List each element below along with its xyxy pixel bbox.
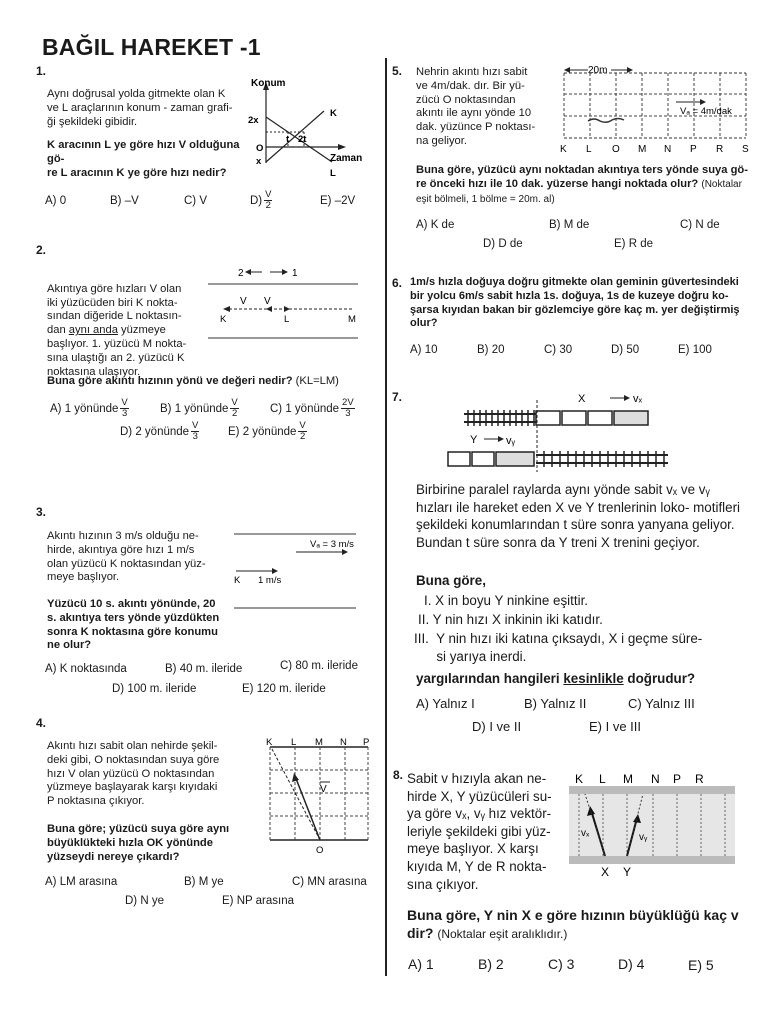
question-7-text: Birbirine paralel raylarda aynı yönde sabit vₓ ve vᵧ hızları ile hareket eden X ve Y trenlerinin loko- motifleri şekildeki konumlarından t süre sonra yanyana geliyor. Bundan t süre sonra da Y treni X trenini geçiyor.	[416, 482, 741, 550]
question-2-text: Akıntıya göre hızları V olan iki yüzücüden biri K nokta- sından diğeride L noktasın- dan aynı anda yüzmeye başlıyor. 1. yüzücü M nokta- sına ulaştığı an 2. yüzücü K noktasına ulaşıyor.	[47, 282, 187, 378]
question-1-question: K aracının L ye göre hızı V olduğuna gö- re L aracının K ye göre hızı nedir?	[47, 139, 240, 179]
svg-text:M: M	[348, 314, 356, 325]
svg-text:P: P	[690, 144, 697, 155]
svg-text:Vₐ = 3 m/s: Vₐ = 3 m/s	[310, 539, 354, 550]
question-7-question: yargılarından hangileri kesinlikle doğrudur?	[416, 671, 696, 686]
question-5-question: Buna göre, yüzücü aynı noktadan akıntıya ters yönde suya gö- re önceki hızı ile 10 dak. yüzerse hangi noktada olur? (Noktalar	[416, 164, 748, 190]
q1-option-c[interactable]: C) V	[184, 195, 207, 207]
question-8-figure	[565, 772, 741, 878]
svg-text:K: K	[266, 737, 273, 748]
q8-option-b[interactable]: B) 2	[478, 956, 504, 972]
question-3-figure	[228, 528, 363, 614]
question-5-note: eşit bölmeli, 1 bölme = 20m. al)	[416, 194, 555, 205]
svg-text:vᵧ: vᵧ	[506, 435, 516, 447]
q4-option-e[interactable]: E) NP arasına	[222, 895, 295, 907]
svg-text:V: V	[240, 296, 247, 307]
svg-text:L: L	[586, 144, 592, 155]
page-title: BAĞIL HAREKET -1	[42, 34, 261, 60]
svg-text:Y: Y	[623, 865, 632, 878]
q4-option-a[interactable]: A) LM arasına	[45, 876, 118, 888]
q6-option-c[interactable]: C) 30	[544, 344, 573, 356]
question-2-figure	[200, 262, 365, 342]
q3-option-a[interactable]: A) K noktasında	[45, 663, 127, 675]
q1-option-b[interactable]: B) –V	[110, 195, 139, 207]
svg-text:L: L	[599, 772, 606, 786]
svg-text:t: t	[286, 134, 290, 145]
q5-option-a[interactable]: A) K de	[416, 219, 455, 231]
question-2-number: 2.	[36, 243, 47, 257]
svg-text:2x: 2x	[248, 115, 259, 126]
svg-text:M: M	[315, 737, 323, 748]
svg-text:L: L	[291, 737, 297, 748]
svg-text:L: L	[330, 168, 336, 179]
svg-text:K: K	[234, 575, 241, 586]
q1-option-d[interactable]: D) $\frac{V}{2}$	[250, 189, 272, 211]
question-7-number: 7.	[392, 390, 403, 404]
q7-option-b[interactable]: B) Yalnız II	[524, 696, 587, 711]
q8-option-d[interactable]: D) 4	[618, 956, 645, 972]
q7-option-a[interactable]: A) Yalnız I	[416, 696, 475, 711]
q3-option-b[interactable]: B) 40 m. ileride	[165, 663, 243, 675]
question-3-question: Yüzücü 10 s. akıntı yönünde, 20 s. akıntıya ters yönde yüzdükten sonra K noktasına göre konumu ne olur?	[47, 598, 220, 652]
svg-text:vₓ: vₓ	[633, 393, 643, 405]
q3-option-d[interactable]: D) 100 m. ileride	[112, 683, 197, 695]
svg-text:K: K	[575, 772, 584, 786]
q6-option-a[interactable]: A) 10	[410, 344, 438, 356]
question-5-number: 5.	[392, 64, 403, 78]
svg-text:1 m/s: 1 m/s	[258, 575, 282, 586]
question-3-number: 3.	[36, 505, 47, 519]
question-6-text: 1m/s hızla doğuya doğru gitmekte olan geminin güvertesindeki bir yolcu 6m/s sabit hızla 1s. doğuya, 1s de kuzeye doğru ko- şarsa kıyıdan bakan bir gözlemciye göre kaç m. yer değiştirmiş olur?	[410, 276, 740, 330]
svg-text:20m: 20m	[588, 65, 608, 76]
q6-option-b[interactable]: B) 20	[477, 344, 505, 356]
svg-text:N: N	[340, 737, 347, 748]
svg-text:V: V	[320, 784, 327, 795]
q6-option-d[interactable]: D) 50	[611, 344, 640, 356]
q4-option-b[interactable]: B) M ye	[184, 876, 224, 888]
question-1-number: 1.	[36, 64, 47, 78]
question-1-graph	[246, 78, 376, 184]
q7-option-d[interactable]: D) I ve II	[472, 719, 522, 734]
question-8-question: Buna göre, Y nin X e göre hızının büyüklüğü kaç v dir? (Noktalar eşit aralıklıdır.)	[407, 907, 739, 941]
q7-item-2: II. Y nin hızı X inkinin iki katıdır.	[418, 612, 603, 627]
svg-text:x: x	[256, 156, 262, 167]
svg-text:M: M	[638, 144, 647, 155]
svg-text:X: X	[578, 393, 586, 405]
q8-option-a[interactable]: A) 1	[408, 956, 434, 972]
q5-option-d[interactable]: D) D de	[483, 238, 523, 250]
svg-text:N: N	[664, 144, 672, 155]
svg-text:Vₐ = 4m/dak: Vₐ = 4m/dak	[680, 106, 732, 117]
q2-option-e[interactable]: E) 2 yönünde $\frac{V}{2}$	[228, 420, 306, 442]
svg-text:vₓ: vₓ	[581, 828, 590, 839]
svg-text:2t: 2t	[298, 134, 307, 145]
svg-text:vᵧ: vᵧ	[639, 832, 648, 843]
question-4-number: 4.	[36, 716, 47, 730]
svg-text:K: K	[330, 108, 337, 119]
svg-text:L: L	[284, 314, 290, 325]
question-6-number: 6.	[392, 276, 403, 290]
svg-text:R: R	[716, 144, 724, 155]
q1-option-a[interactable]: A) 0	[45, 195, 67, 207]
q8-option-c[interactable]: C) 3	[548, 956, 575, 972]
q3-option-e[interactable]: E) 120 m. ileride	[242, 683, 326, 695]
svg-text:1: 1	[292, 268, 298, 279]
svg-text:O: O	[256, 143, 264, 154]
svg-text:Y: Y	[470, 434, 478, 446]
question-5-figure	[556, 58, 756, 156]
line-l	[266, 111, 324, 162]
q5-option-e[interactable]: E) R de	[614, 238, 653, 250]
svg-text:2: 2	[238, 268, 244, 279]
svg-text:O: O	[612, 144, 620, 155]
q4-option-d[interactable]: D) N ye	[125, 895, 164, 907]
question-1-text: Aynı doğrusal yolda gitmekte olan K ve L araçlarının konum - zaman grafi- ği şekildeki gibidir.	[47, 88, 233, 128]
svg-text:K: K	[560, 144, 567, 155]
svg-text:N: N	[651, 772, 660, 786]
q5-option-c[interactable]: C) N de	[680, 219, 720, 231]
q5-option-b[interactable]: B) M de	[549, 219, 590, 231]
q7-option-e[interactable]: E) I ve III	[589, 719, 642, 734]
question-4-figure	[258, 736, 378, 856]
question-7-buna: Buna göre,	[416, 573, 486, 588]
question-4-text: Akıntı hızı sabit olan nehirde şekil- deki gibi, O noktasından suya göre hızı V olan yüzücü O noktasından yüzmeye başlayarak karşı kıyıdaki P noktasına çıkıyor.	[47, 740, 220, 808]
q4-option-c[interactable]: C) MN arasına	[292, 876, 367, 888]
q2-option-a[interactable]: A) 1 yönünde $\frac{V}{3}$	[50, 397, 128, 419]
q2-option-d[interactable]: D) 2 yönünde $\frac{V}{3}$	[120, 420, 199, 442]
svg-text:X: X	[601, 865, 610, 878]
q6-option-e[interactable]: E) 100	[678, 344, 712, 356]
question-5-text: Nehrin akıntı hızı sabit ve 4m/dak. dır. Bir yü- zücü O noktasından akıntı ile aynı yönde 10 dak. yüzünce P noktası- na geliyor.	[416, 66, 536, 147]
question-2-question: Buna göre akıntı hızının yönü ve değeri nedir? (KL=LM)	[47, 375, 339, 387]
question-7-figure	[440, 390, 680, 474]
svg-text:V: V	[264, 296, 271, 307]
q8-option-e[interactable]: E) 5	[688, 957, 714, 973]
column-divider	[385, 58, 387, 976]
svg-text:M: M	[623, 772, 633, 786]
svg-text:Konum: Konum	[251, 78, 286, 89]
svg-text:P: P	[673, 772, 682, 786]
q2-option-c[interactable]: C) 1 yönünde $\frac{2V}{3}$	[270, 397, 354, 419]
svg-text:P: P	[363, 737, 370, 748]
svg-text:O: O	[316, 845, 324, 856]
q3-option-c[interactable]: C) 80 m. ileride	[280, 660, 358, 672]
q7-item-1: I. X in boyu Y ninkine eşittir.	[424, 593, 589, 608]
svg-text:R: R	[695, 772, 704, 786]
q2-option-b[interactable]: B) 1 yönünde $\frac{V}{2}$	[160, 397, 238, 419]
q1-option-e[interactable]: E) –2V	[320, 195, 356, 207]
question-8-number: 8.	[393, 768, 404, 782]
svg-text:Zaman: Zaman	[330, 153, 363, 164]
q7-option-c[interactable]: C) Yalnız III	[628, 696, 695, 711]
svg-text:S: S	[742, 144, 749, 155]
svg-text:K: K	[220, 314, 227, 325]
question-3-text: Akıntı hızının 3 m/s olduğu ne- hirde, akıntıya göre hızı 1 m/s olan yüzücü K noktasından yüz- meye başlıyor.	[47, 530, 206, 584]
question-4-question: Buna göre; yüzücü suya göre aynı büyüklükteki hızla OK yönünde yüzseydi nereye çıkardı?	[47, 823, 230, 863]
q7-item-3: III. Y nin hızı iki katına çıksaydı, X i geçme süre- si yarıya inerdi.	[414, 631, 703, 664]
question-8-text: Sabit v hızıyla akan ne- hirde X, Y yüzücüleri su- ya göre vₓ, vᵧ hız vektör- leriyle şekildeki gibi yüz- meye başlıyor. X karşı kıyıda M, Y de R nokta- sına çıkıyor.	[407, 771, 552, 892]
